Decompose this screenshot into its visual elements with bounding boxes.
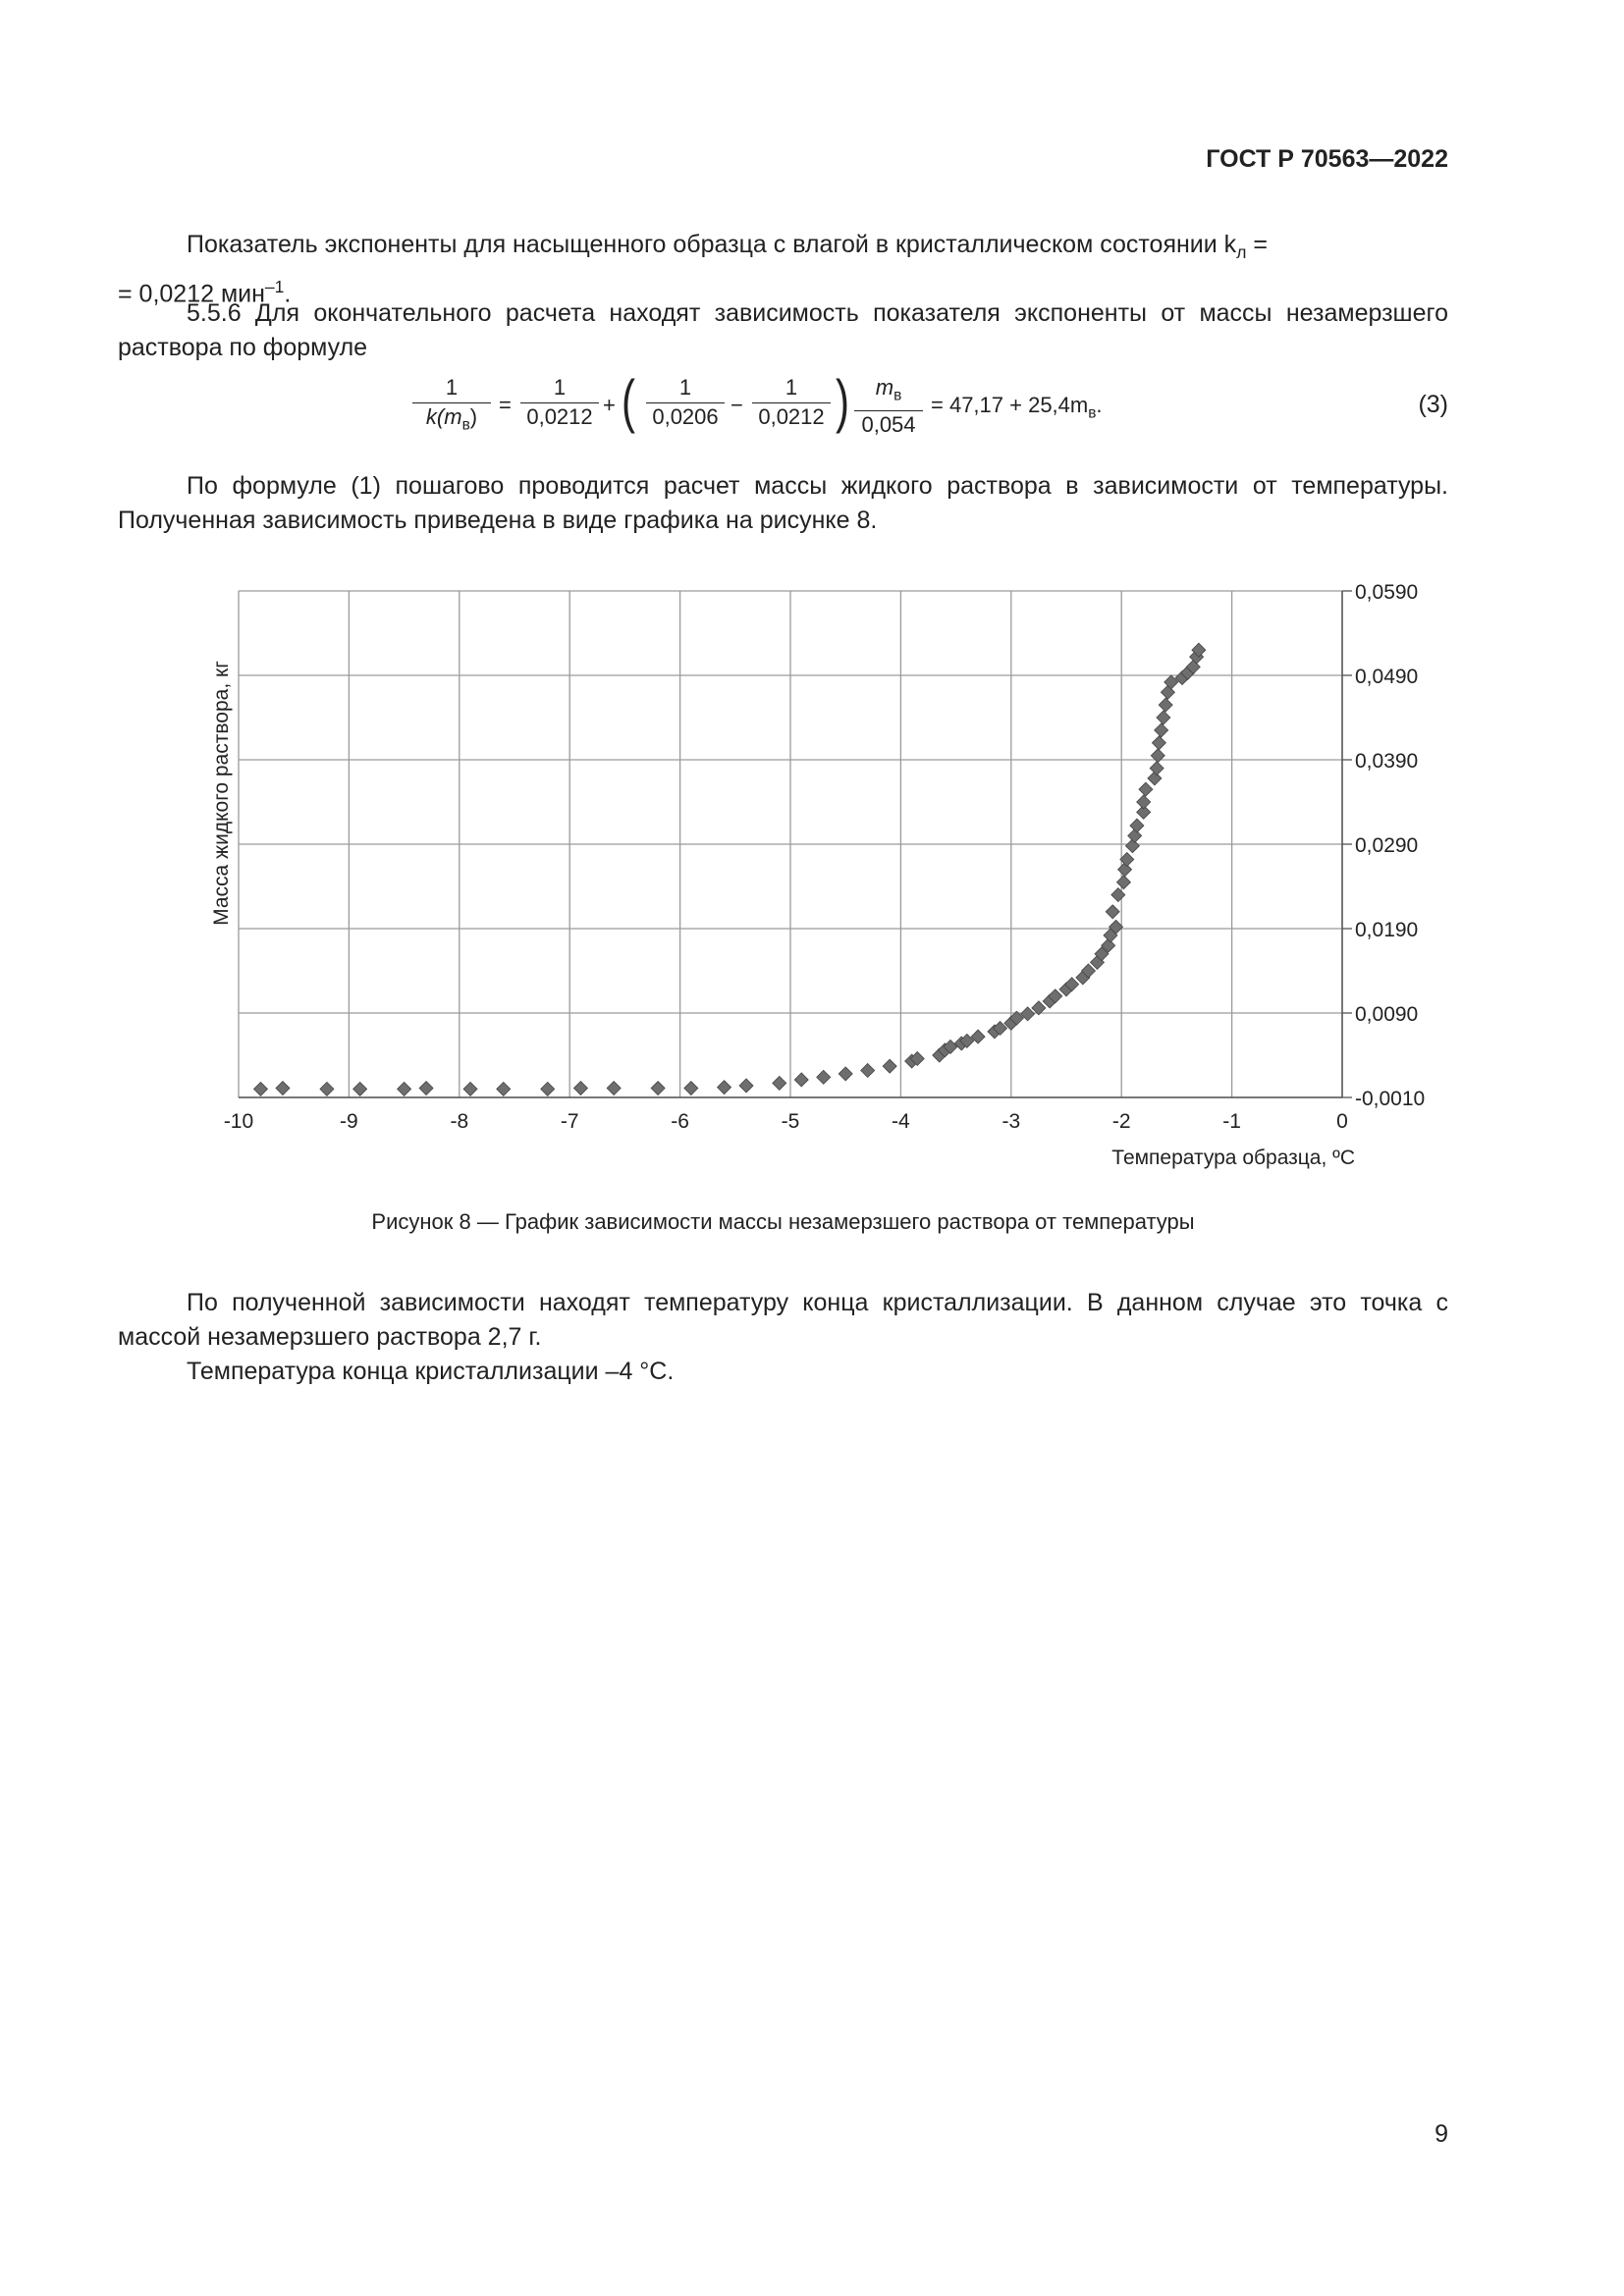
data-point <box>419 1082 433 1095</box>
x-tick-label: -5 <box>781 1110 800 1133</box>
y-tick-label: 0,0490 <box>1355 666 1419 688</box>
x-tick-label: -9 <box>340 1110 358 1133</box>
data-point <box>817 1070 831 1084</box>
data-point <box>1125 839 1139 853</box>
p1-unit-sup: –1 <box>264 277 285 296</box>
x-tick-label: -1 <box>1222 1110 1241 1133</box>
x-tick-label: 0 <box>1336 1110 1348 1133</box>
formula-fraction-4: $m_в$ 0,054 <box>854 375 923 439</box>
y-tick-label: 0,0390 <box>1355 750 1419 773</box>
data-point <box>883 1059 896 1073</box>
p1-k-subscript: л <box>1236 242 1247 262</box>
p1-eq: = <box>1246 231 1268 258</box>
chart-grid <box>239 591 1352 1097</box>
data-point <box>839 1067 852 1081</box>
x-tick-label: -6 <box>671 1110 689 1133</box>
formula-rhs: = $47,17 + 25,4m_в$. <box>931 393 1103 422</box>
y-tick-label: 0,0090 <box>1355 1003 1419 1026</box>
x-tick-label: -8 <box>450 1110 469 1133</box>
p1-value: = 0,0212 мин <box>118 280 265 308</box>
chart-tick-labels <box>224 581 1425 1133</box>
figure-8-chart <box>196 574 1426 1173</box>
data-point <box>541 1082 555 1095</box>
data-point <box>773 1076 786 1090</box>
formula-minus: − <box>731 393 743 417</box>
x-tick-label: -3 <box>1001 1110 1021 1133</box>
data-point <box>607 1082 621 1095</box>
page-number: 9 <box>1435 2120 1448 2148</box>
y-tick-label: 0,0590 <box>1355 581 1419 604</box>
data-point <box>1150 762 1164 775</box>
data-point <box>1106 905 1119 919</box>
data-point <box>1128 828 1142 842</box>
paragraph-crystallization-temperature: Температура конца кристаллизации –4 °С. <box>187 1358 675 1385</box>
formula-left-paren: ( <box>621 368 635 434</box>
data-point <box>739 1079 753 1093</box>
data-point <box>718 1081 731 1095</box>
data-point <box>1139 782 1153 796</box>
x-tick-label: -7 <box>560 1110 579 1133</box>
formula-fraction-2: $\frac{1}{0,0206}$ <box>646 375 725 431</box>
data-point <box>497 1082 511 1095</box>
paragraph-crystallization-end: По полученной зависимости находят температуру конца кристаллизации. В данном случае это точка с массой незамерзшего раствора 2,7 г. <box>118 1289 1448 1351</box>
p1-dot: . <box>284 280 292 308</box>
data-point <box>1152 736 1165 750</box>
chart-y-axis-label: Масса жидкого раствора, кг <box>210 661 233 926</box>
formula-number: (3) <box>1418 391 1448 418</box>
chart-points <box>253 643 1205 1095</box>
formula-lhs-num: 1 <box>412 375 491 403</box>
data-point <box>1130 819 1144 832</box>
formula-3 <box>412 368 1178 444</box>
y-tick-label: 0,0290 <box>1355 834 1419 857</box>
formula-lhs-den: $k(m_в)$ <box>425 404 478 434</box>
data-point <box>1155 723 1168 737</box>
x-tick-label: -4 <box>892 1110 910 1133</box>
formula-right-paren: ) <box>835 368 849 434</box>
document-number: ГОСТ Р 70563—2022 <box>1206 145 1448 173</box>
formula-equals: = <box>499 393 512 417</box>
data-point <box>1120 852 1134 866</box>
y-tick-label: -0,0010 <box>1355 1088 1426 1110</box>
formula-plus: + <box>603 393 616 417</box>
data-point <box>794 1073 808 1087</box>
formula-fraction-3: $\frac{1}{0,0212}$ <box>752 375 831 431</box>
data-point <box>1157 711 1170 724</box>
data-point <box>1148 772 1162 785</box>
data-point <box>320 1082 334 1095</box>
y-tick-label: 0,0190 <box>1355 919 1419 941</box>
data-point <box>684 1082 698 1095</box>
data-point <box>573 1082 587 1095</box>
paragraph-formula-1-description: По формуле (1) пошагово проводится расчет массы жидкого раствора в зависимости от температуры. Полученная зависимость приведена в виде графика на рисунке 8. <box>118 472 1448 534</box>
data-point <box>276 1082 290 1095</box>
data-point <box>1111 888 1125 902</box>
data-point <box>463 1082 477 1095</box>
figure-8-caption: Рисунок 8 — График зависимости массы незамерзшего раствора от температуры <box>371 1209 1195 1234</box>
data-point <box>861 1063 875 1077</box>
data-point <box>1118 863 1132 877</box>
formula-fraction-1: $\frac{1}{0,0212}$ <box>520 375 599 431</box>
data-point <box>253 1082 267 1095</box>
data-point <box>651 1082 665 1095</box>
x-tick-label: -2 <box>1111 1110 1131 1133</box>
x-tick-label: -10 <box>223 1110 254 1133</box>
chart-x-axis-label: Температура образца, ºС <box>1111 1147 1355 1169</box>
data-point <box>1137 795 1151 809</box>
data-point <box>1159 698 1172 712</box>
chart-svg <box>196 574 1426 1173</box>
p1-text: Показатель экспоненты для насыщенного образца с влагой в кристаллическом состоянии k <box>187 231 1237 258</box>
data-point <box>353 1082 367 1095</box>
data-point <box>398 1082 411 1095</box>
formula-lhs-fraction <box>412 375 491 439</box>
paragraph-5-5-6: 5.5.6 Для окончательного расчета находят зависимость показателя экспоненты от массы незамерзшего раствора по формуле <box>118 299 1448 361</box>
data-point <box>1116 876 1130 889</box>
